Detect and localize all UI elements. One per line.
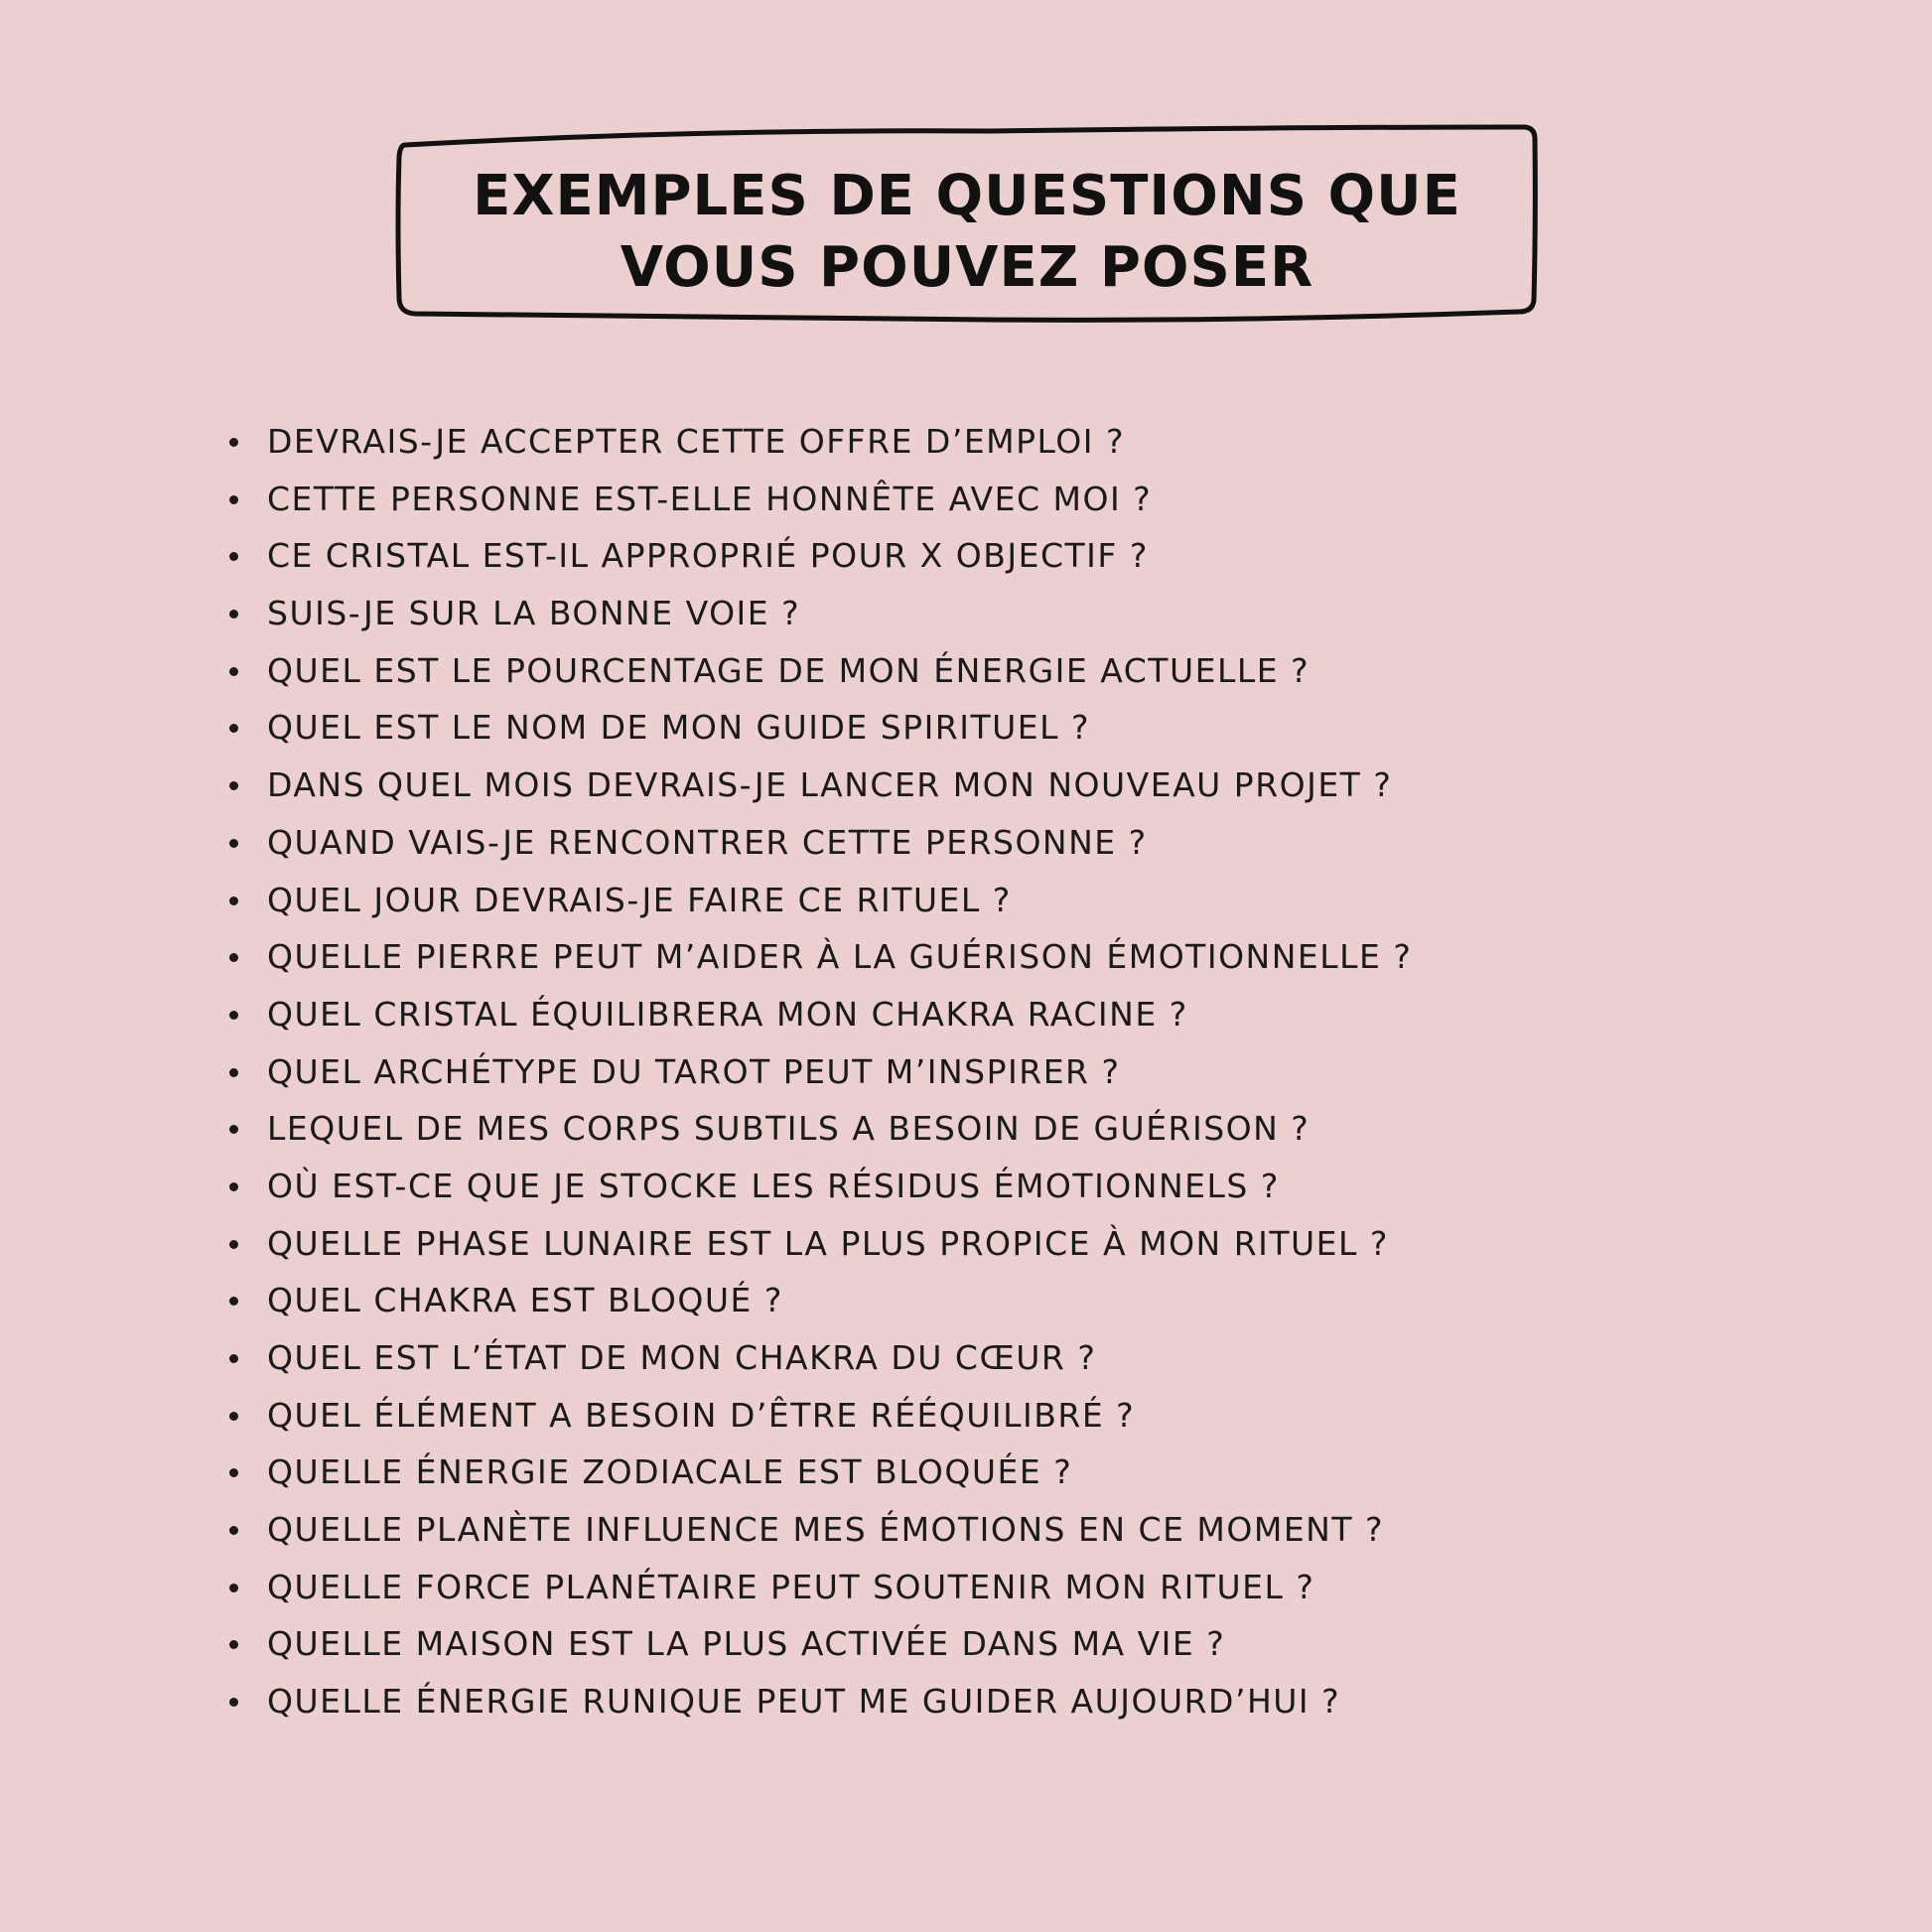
title-line-1: EXEMPLES DE QUESTIONS QUE	[473, 164, 1461, 228]
question-text: QUEL EST L’ÉTAT DE MON CHAKRA DU CŒUR ?	[267, 1338, 1097, 1377]
bullet-icon	[229, 1297, 238, 1306]
bullet-icon	[229, 953, 238, 962]
bullet-icon	[229, 438, 238, 447]
list-item	[223, 1215, 1852, 1273]
questions-list	[223, 413, 1852, 1730]
question-text: QUEL ÉLÉMENT A BESOIN D’ÊTRE RÉÉQUILIBRÉ ?	[267, 1395, 1136, 1435]
list-item	[223, 413, 1852, 471]
bullet-icon	[229, 1068, 238, 1077]
bullet-icon	[229, 552, 238, 561]
list-item	[223, 1158, 1852, 1215]
list-item	[223, 928, 1852, 986]
list-item	[223, 757, 1852, 814]
question-text: QUEL CRISTAL ÉQUILIBRERA MON CHAKRA RACINE ?	[267, 994, 1188, 1034]
bullet-icon	[229, 839, 238, 848]
bullet-icon	[229, 781, 238, 790]
list-item	[223, 1387, 1852, 1445]
list-item	[223, 1559, 1852, 1616]
question-text: QUELLE PHASE LUNAIRE EST LA PLUS PROPICE À MON RITUEL ?	[267, 1223, 1389, 1263]
question-text: SUIS-JE SUR LA BONNE VOIE ?	[267, 594, 801, 633]
question-text: QUELLE FORCE PLANÉTAIRE PEUT SOUTENIR MON RITUEL ?	[267, 1567, 1315, 1606]
list-item	[223, 1615, 1852, 1673]
bullet-icon	[229, 897, 238, 905]
list-item	[223, 1673, 1852, 1730]
list-item	[223, 1043, 1852, 1101]
list-item	[223, 1272, 1852, 1329]
question-text: CETTE PERSONNE EST-ELLE HONNÊTE AVEC MOI ?	[267, 479, 1153, 518]
question-text: QUEL JOUR DEVRAIS-JE FAIRE CE RITUEL ?	[267, 880, 1012, 919]
bullet-icon	[229, 667, 238, 676]
list-item	[223, 1100, 1852, 1158]
bullet-icon	[229, 1125, 238, 1134]
list-item	[223, 527, 1852, 585]
bullet-icon	[229, 724, 238, 733]
question-text: QUEL CHAKRA EST BLOQUÉ ?	[267, 1281, 783, 1320]
title-frame	[393, 123, 1541, 328]
bullet-icon	[229, 1584, 238, 1592]
bullet-icon	[229, 495, 238, 504]
question-text: QUEL EST LE POURCENTAGE DE MON ÉNERGIE ACTUELLE ?	[267, 650, 1311, 690]
bullet-icon	[229, 1640, 238, 1649]
bullet-icon	[229, 1698, 238, 1707]
question-text: DANS QUEL MOIS DEVRAIS-JE LANCER MON NOUVEAU PROJET ?	[267, 765, 1393, 805]
list-item	[223, 585, 1852, 642]
bullet-icon	[229, 1240, 238, 1249]
list-item	[223, 872, 1852, 929]
list-item	[223, 1329, 1852, 1387]
question-text: QUELLE ÉNERGIE RUNIQUE PEUT ME GUIDER AUJOURD’HUI ?	[267, 1682, 1341, 1722]
list-item	[223, 699, 1852, 757]
question-text: QUELLE PLANÈTE INFLUENCE MES ÉMOTIONS EN CE MOMENT ?	[267, 1510, 1385, 1550]
bullet-icon	[229, 1354, 238, 1363]
question-text: QUAND VAIS-JE RENCONTRER CETTE PERSONNE ?	[267, 822, 1148, 862]
list-item	[223, 814, 1852, 872]
question-text: QUELLE ÉNERGIE ZODIACALE EST BLOQUÉE ?	[267, 1452, 1073, 1492]
list-item	[223, 642, 1852, 700]
question-text: QUEL ARCHÉTYPE DU TAROT PEUT M’INSPIRER ?	[267, 1051, 1121, 1091]
question-text: QUELLE PIERRE PEUT M’AIDER À LA GUÉRISON ÉMOTIONNELLE ?	[267, 937, 1413, 977]
bullet-icon	[229, 610, 238, 619]
bullet-icon	[229, 1526, 238, 1535]
bullet-icon	[229, 1412, 238, 1421]
list-item	[223, 986, 1852, 1043]
question-text: DEVRAIS-JE ACCEPTER CETTE OFFRE D’EMPLOI ?	[267, 422, 1125, 461]
page-title	[393, 161, 1541, 304]
question-text: LEQUEL DE MES CORPS SUBTILS A BESOIN DE GUÉRISON ?	[267, 1109, 1311, 1149]
list-item	[223, 1444, 1852, 1501]
list-item	[223, 471, 1852, 528]
question-text: OÙ EST-CE QUE JE STOCKE LES RÉSIDUS ÉMOTIONNELS ?	[267, 1166, 1280, 1205]
bullet-icon	[229, 1182, 238, 1191]
question-text: QUEL EST LE NOM DE MON GUIDE SPIRITUEL ?	[267, 708, 1091, 748]
bullet-icon	[229, 1011, 238, 1020]
title-line-2: VOUS POUVEZ POSER	[620, 235, 1314, 300]
question-text: CE CRISTAL EST-IL APPROPRIÉ POUR X OBJECTIF ?	[267, 536, 1149, 576]
question-text: QUELLE MAISON EST LA PLUS ACTIVÉE DANS MA VIE ?	[267, 1624, 1226, 1664]
list-item	[223, 1501, 1852, 1559]
bullet-icon	[229, 1468, 238, 1477]
